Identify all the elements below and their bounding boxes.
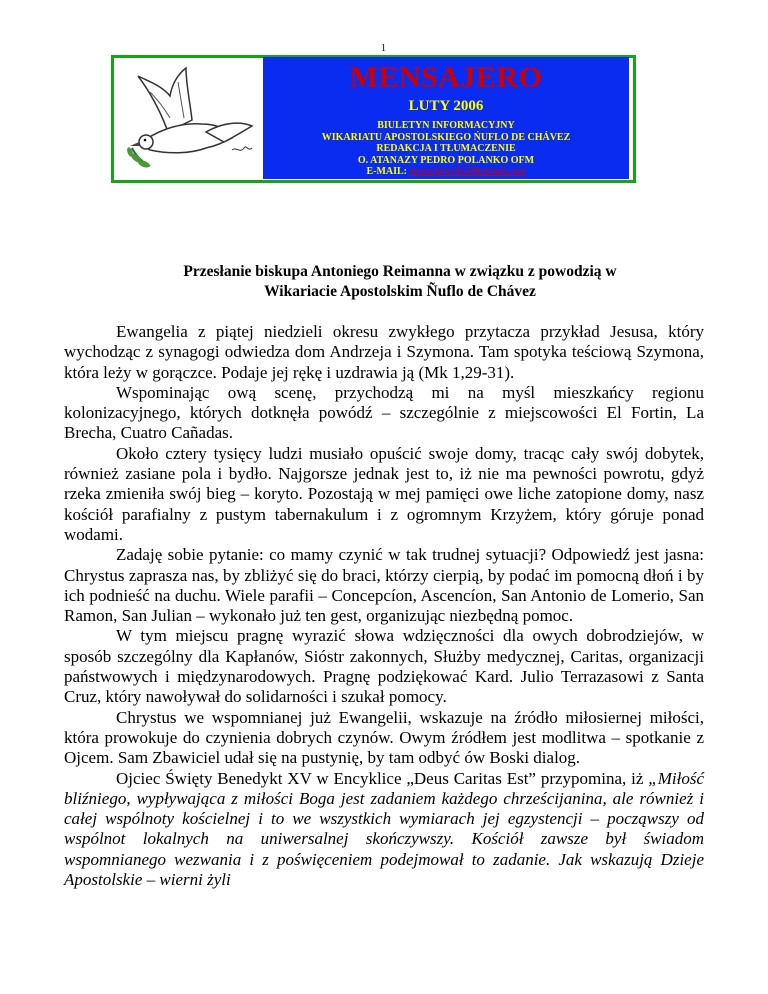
article-paragraph: Zadaję sobie pytanie: co mamy czynić w tak trudnej sytuacji? Odpowiedź jest jasna: Chrystus zaprasza nas, by zbliżyć się do braci, którzy cierpią, by podać im pomocną dłoń i by ich podnieść na duchu. Wiele parafii – Concepcíon, Ascencíon, San Antonio de Lomerio, San Ramon, San Julian – wykonało już ten gest, organizując niezbędną pomoc. xyxy=(64,545,704,626)
article-heading xyxy=(110,262,690,302)
masthead-subtitle-line1: BIULETYN INFORMACYJNY xyxy=(377,120,515,131)
article-body xyxy=(64,322,704,890)
masthead-subtitle-line4: O. ATANAZY PEDRO POLANKO OFM xyxy=(357,154,535,166)
article-paragraph: Chrystus we wspomnianej już Ewangelii, wskazuje na źródło miłosiernej miłości, która prowokuje do czynienia dobrych czynów. Owym źródłem jest modlitwa – spotkanie z Ojcem. Sam Zbawiciel udał się na pustynię, by tam odbyć ów Boski dialog. xyxy=(64,707,704,768)
masthead-subtitle-line2: WIKARIATU APOSTOLSKIEGO ŃUFLO DE CHÁVEZ xyxy=(321,131,571,143)
paragraph-intro: Ojciec Święty Benedykt XV w Encyklice „Deus Caritas Est” przypomina, iż xyxy=(116,768,649,788)
masthead-panel xyxy=(263,57,629,179)
article-paragraph xyxy=(64,769,704,891)
email-label: E-MAIL: xyxy=(366,166,410,177)
dove-logo-icon xyxy=(120,62,260,176)
issue-date: LUTY 2006 xyxy=(408,98,484,114)
email-link[interactable]: mensajero19538hotmail.com xyxy=(409,166,526,177)
masthead-subtitle-line3: REDAKCJA I TŁUMACZENIE xyxy=(376,143,516,154)
encyclical-quote: „Miłość bliźniego, wypływająca z miłości Boga jest zadaniem każdego chrześcijanina, ale również i całej wspólnoty kościelnej i to we wszystkich wymiarach jej egzystencji – począwszy od wspólnot lokalnych na uniwersalnej skończywszy. Kościół zawsze był świadom wspomnianego wezwania i z poświęceniem podejmował to zadanie. Jak wskazują Dzieje Apostolskie – wierni żyli xyxy=(64,768,704,890)
newsletter-title: MENSAJERO xyxy=(349,61,543,94)
article-heading-line2: Wikariacie Apostolskim Ñuflo de Chávez xyxy=(264,283,536,300)
article-paragraph: Wspominając ową scenę, przychodzą mi na myśl mieszkańcy regionu kolonizacyjnego, których dotknęła powódź – szczególnie z miejscowości El Fortin, La Brecha, Cuatro Cañadas. xyxy=(64,382,704,443)
article-paragraph: Ewangelia z piątej niedzieli okresu zwykłego przytacza przykład Jesusa, który wychodząc z synagogi odwiedza dom Andrzeja i Szymona. Tam spotyka teściową Szymona, która leży w gorączce. Podaje jej rękę i uzdrawia ją (Mk 1,29-31). xyxy=(64,322,704,382)
masthead-email xyxy=(263,166,629,178)
page-number: 1 xyxy=(381,43,386,54)
article-heading-line1: Przesłanie biskupa Antoniego Reimanna w związku z powodzią w xyxy=(183,263,617,280)
article-paragraph: W tym miejscu pragnę wyrazić słowa wdzięczności dla owych dobrodziejów, w sposób szczególny dla Kapłanów, Sióstr zakonnych, Służby medycznej, Caritas, organizacji państwowych i międzynarodowych. Pragnę podziękować Kard. Julio Terrazasowi z Santa Cruz, który nawoływał do solidarności i szukał pomocy. xyxy=(64,626,704,707)
article-paragraph: Około cztery tysięcy ludzi musiało opuścić swoje domy, tracąc cały swój dobytek, również zasiane pola i bydło. Najgorsze jednak jest to, iż nie ma pewności powrotu, gdyż rzeka zmieniła swój bieg – koryto. Pozostają w mej pamięci owe liche zatopione domy, nasz kościół parafialny z pustym tabernakulum i z ogromnym Krzyżem, który góruje ponad wodami. xyxy=(64,443,704,544)
